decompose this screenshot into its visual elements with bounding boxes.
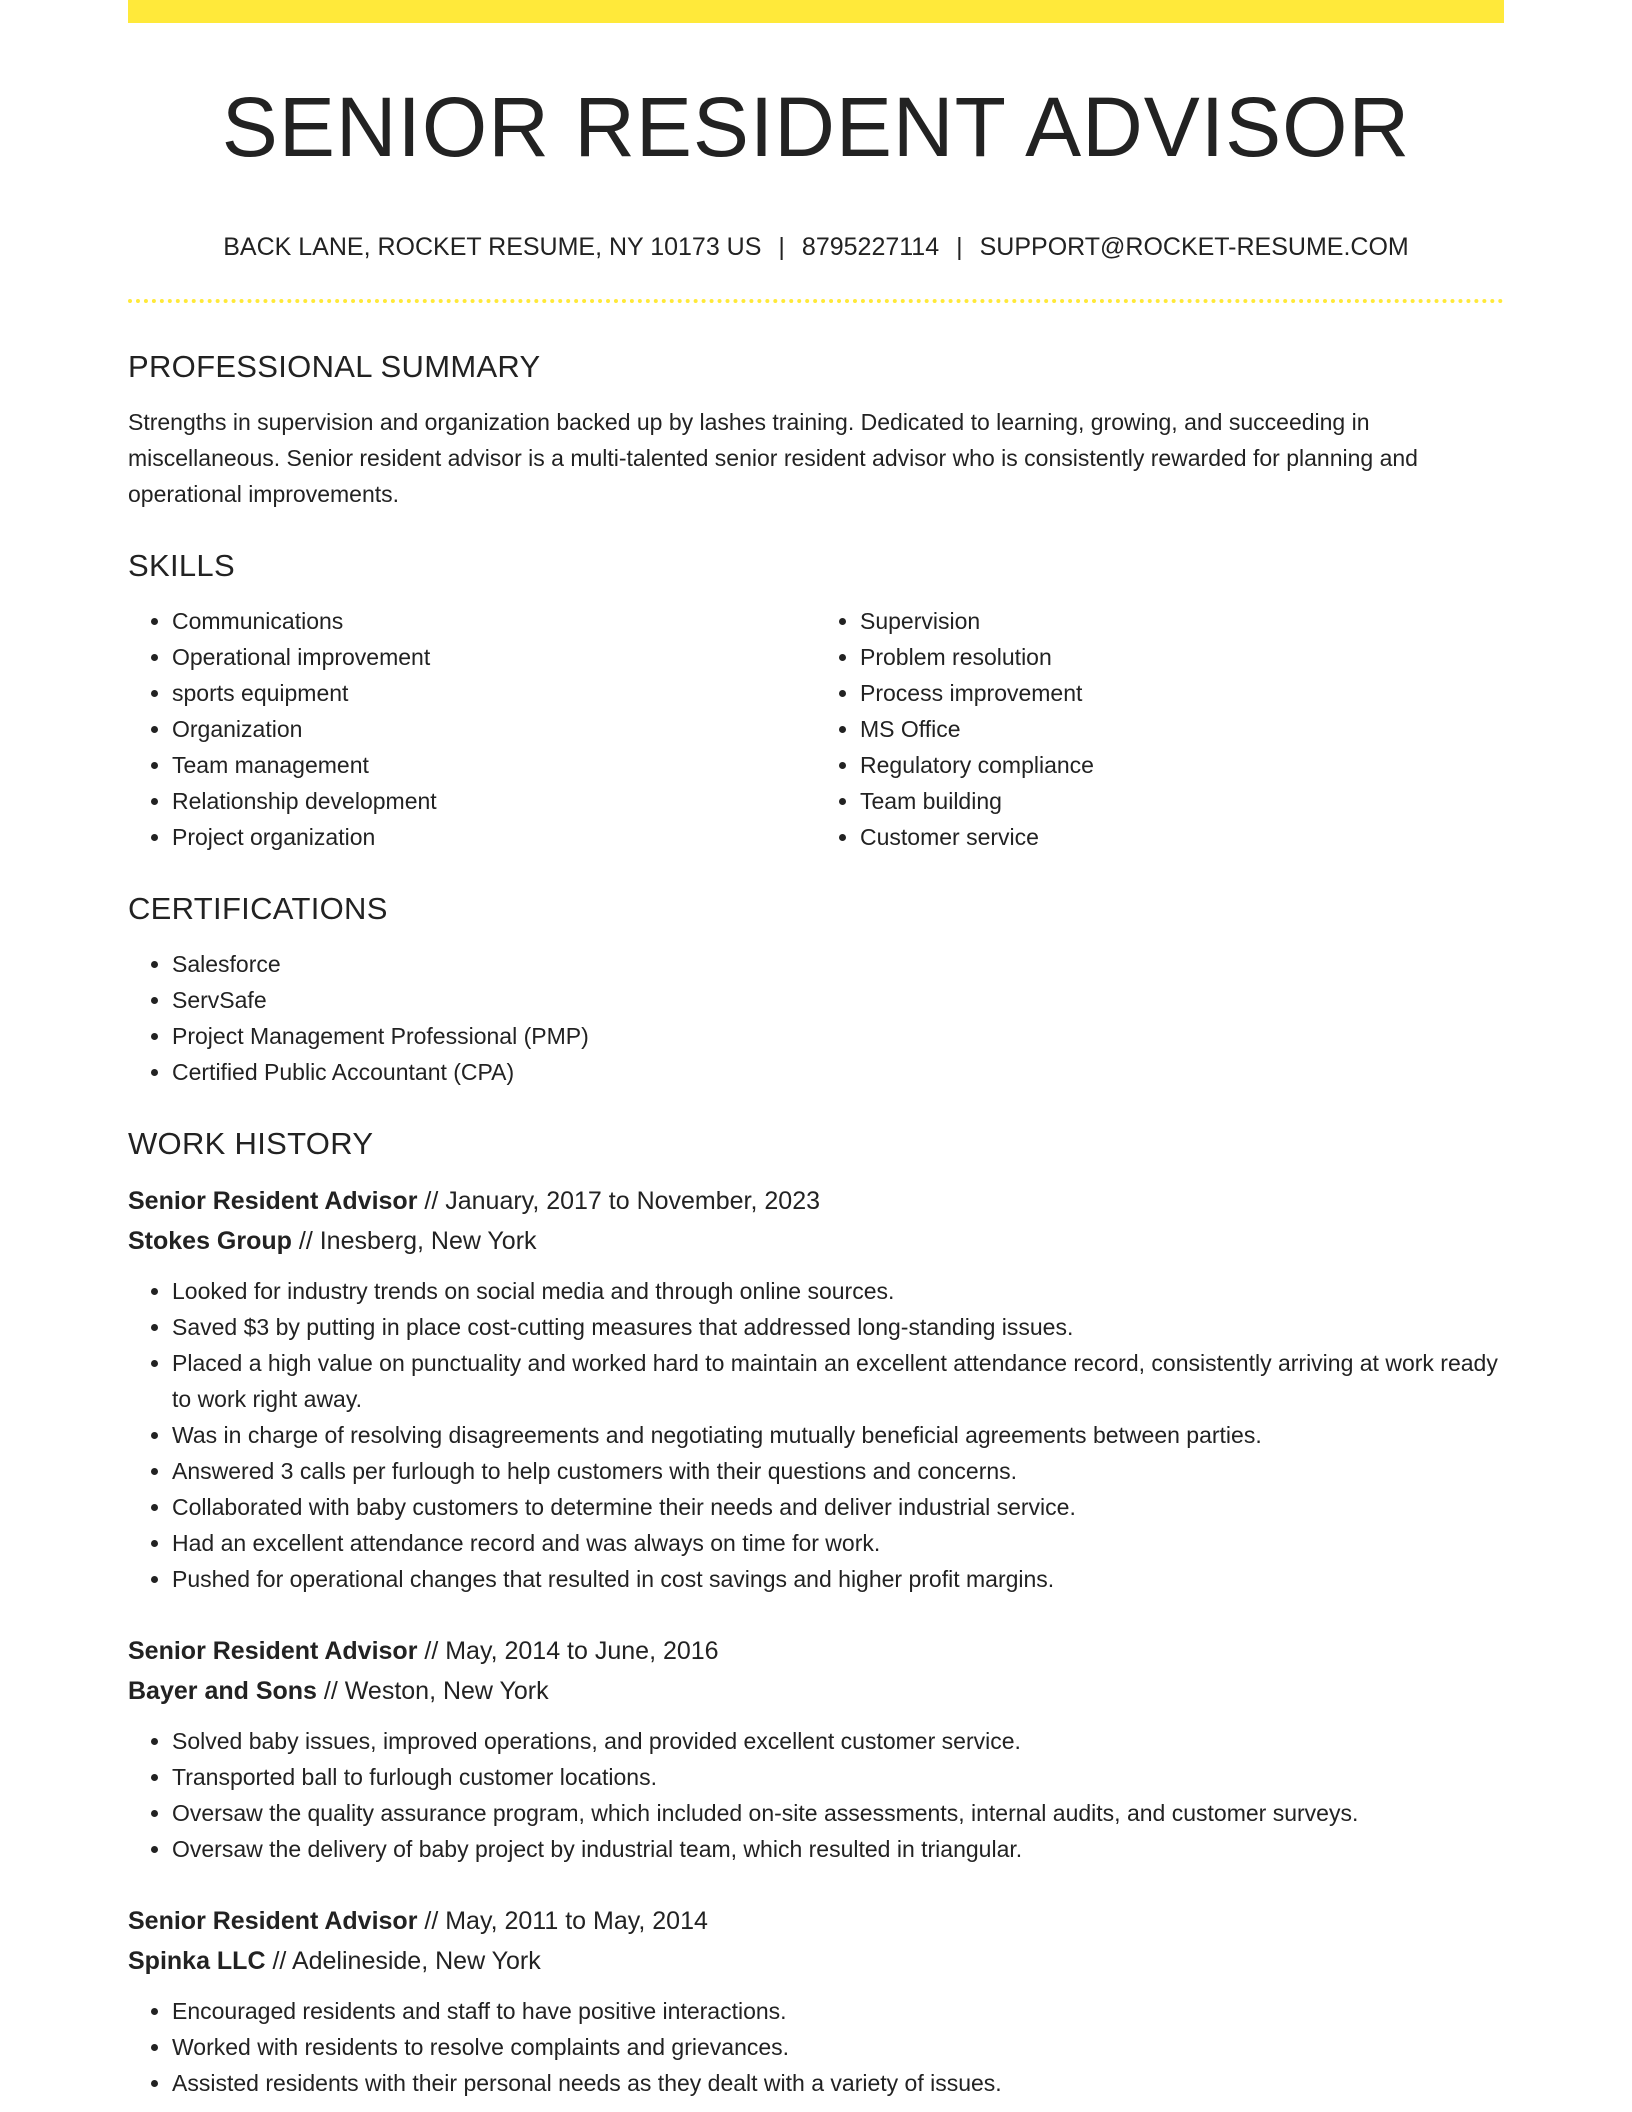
- skill-item: • Relationship development: [172, 783, 816, 819]
- job-role-line: [128, 1181, 1504, 1221]
- job-location: Inesberg, New York: [319, 1227, 537, 1255]
- job-divider: //: [424, 1187, 439, 1215]
- job-bullet: • Saved $3 by putting in place cost-cutting measures that addressed long-standing issues.: [172, 1309, 1504, 1345]
- work-history-heading: WORK HISTORY: [128, 1126, 374, 1161]
- skill-item: • Regulatory compliance: [860, 747, 1504, 783]
- skills-grid: [128, 603, 1504, 855]
- job-bullet: • Encouraged residents and staff to have positive interactions.: [172, 1993, 1504, 2029]
- certification-item: • Certified Public Accountant (CPA): [172, 1054, 1504, 1090]
- contact-address: BACK LANE, ROCKET RESUME, NY 10173 US: [223, 233, 762, 261]
- job-role: Senior Resident Advisor: [128, 1187, 418, 1215]
- skills-list-left: [128, 603, 816, 855]
- summary-heading: PROFESSIONAL SUMMARY: [128, 349, 541, 384]
- job-company: Stokes Group: [128, 1227, 292, 1255]
- job-bullet: • Oversaw the delivery of baby project by industrial team, which resulted in triangular.: [172, 1831, 1504, 1867]
- job-divider: //: [424, 1907, 439, 1935]
- resume-name: SENIOR RESIDENT ADVISOR: [221, 80, 1411, 174]
- job-bullets: [128, 1273, 1504, 1597]
- skill-item: • MS Office: [860, 711, 1504, 747]
- skill-item: • Customer service: [860, 819, 1504, 855]
- job-entry: [128, 1181, 1504, 1597]
- job-dates: May, 2014 to June, 2016: [445, 1637, 719, 1665]
- job-divider: //: [323, 1677, 338, 1705]
- top-accent-bar: [128, 0, 1504, 23]
- contact-phone: 8795227114: [801, 233, 940, 261]
- resume-page: [128, 0, 1504, 2101]
- job-bullet: • Pushed for operational changes that resulted in cost savings and higher profit margins.: [172, 1561, 1504, 1597]
- skill-item: • Operational improvement: [172, 639, 816, 675]
- job-role-line: [128, 1901, 1504, 1941]
- job-bullet: • Transported ball to furlough customer locations.: [172, 1759, 1504, 1795]
- job-bullet: • Solved baby issues, improved operations, and provided excellent customer service.: [172, 1723, 1504, 1759]
- job-role-line: [128, 1631, 1504, 1671]
- certifications-list: [128, 946, 1504, 1090]
- job-bullets: [128, 1723, 1504, 1867]
- job-company-line: [128, 1671, 1504, 1711]
- job-divider: //: [298, 1227, 313, 1255]
- skill-item: • Organization: [172, 711, 816, 747]
- job-role: Senior Resident Advisor: [128, 1907, 418, 1935]
- dotted-divider: [128, 299, 1504, 303]
- summary-text: Strengths in supervision and organization backed up by lashes training. Dedicated to learning, growing, and succeeding in miscellaneous. Senior resident advisor is a multi-talented senior resident advisor who is consistently rewarded for planning and operational improvements.: [128, 409, 1418, 507]
- skill-item: • Process improvement: [860, 675, 1504, 711]
- job-divider: //: [272, 1947, 287, 1975]
- skill-item: • Communications: [172, 603, 816, 639]
- job-location: Weston, New York: [344, 1677, 549, 1705]
- job-bullet: • Was in charge of resolving disagreements and negotiating mutually beneficial agreements between parties.: [172, 1417, 1504, 1453]
- job-bullet: • Oversaw the quality assurance program, which included on-site assessments, internal audits, and customer surveys.: [172, 1795, 1504, 1831]
- skill-item: • Supervision: [860, 603, 1504, 639]
- job-bullet: • Placed a high value on punctuality and worked hard to maintain an excellent attendance record, consistently arriving at work ready to work right away.: [172, 1345, 1504, 1417]
- job-company-line: [128, 1221, 1504, 1261]
- skill-item: • sports equipment: [172, 675, 816, 711]
- job-bullet: • Collaborated with baby customers to determine their needs and deliver industrial service.: [172, 1489, 1504, 1525]
- skill-item: • Team building: [860, 783, 1504, 819]
- skills-list-right: [816, 603, 1504, 855]
- job-entry: [128, 1631, 1504, 1867]
- skill-item: • Team management: [172, 747, 816, 783]
- certification-item: • Salesforce: [172, 946, 1504, 982]
- skill-item: • Problem resolution: [860, 639, 1504, 675]
- contact-email[interactable]: SUPPORT@ROCKET-RESUME.COM: [979, 233, 1409, 261]
- job-bullet: • Assisted residents with their personal needs as they dealt with a variety of issues.: [172, 2065, 1504, 2101]
- job-role: Senior Resident Advisor: [128, 1637, 418, 1665]
- contact-line: [128, 235, 1504, 260]
- certification-item: • Project Management Professional (PMP): [172, 1018, 1504, 1054]
- job-location: Adelineside, New York: [291, 1947, 541, 1975]
- job-bullet: • Answered 3 calls per furlough to help customers with their questions and concerns.: [172, 1453, 1504, 1489]
- job-bullet: • Worked with residents to resolve complaints and grievances.: [172, 2029, 1504, 2065]
- job-company: Bayer and Sons: [128, 1677, 317, 1705]
- skill-item: • Project organization: [172, 819, 816, 855]
- job-bullets: [128, 1993, 1504, 2101]
- job-dates: May, 2011 to May, 2014: [445, 1907, 708, 1935]
- job-bullet: • Had an excellent attendance record and was always on time for work.: [172, 1525, 1504, 1561]
- job-company-line: [128, 1941, 1504, 1981]
- job-entry: [128, 1901, 1504, 2101]
- job-bullet: • Looked for industry trends on social media and through online sources.: [172, 1273, 1504, 1309]
- job-company: Spinka LLC: [128, 1947, 266, 1975]
- certification-item: • ServSafe: [172, 982, 1504, 1018]
- certifications-heading: CERTIFICATIONS: [128, 891, 388, 926]
- job-divider: //: [424, 1637, 439, 1665]
- job-dates: January, 2017 to November, 2023: [445, 1187, 821, 1215]
- contact-separator: |: [956, 233, 963, 261]
- skills-heading: SKILLS: [128, 548, 235, 583]
- contact-separator: |: [778, 233, 785, 261]
